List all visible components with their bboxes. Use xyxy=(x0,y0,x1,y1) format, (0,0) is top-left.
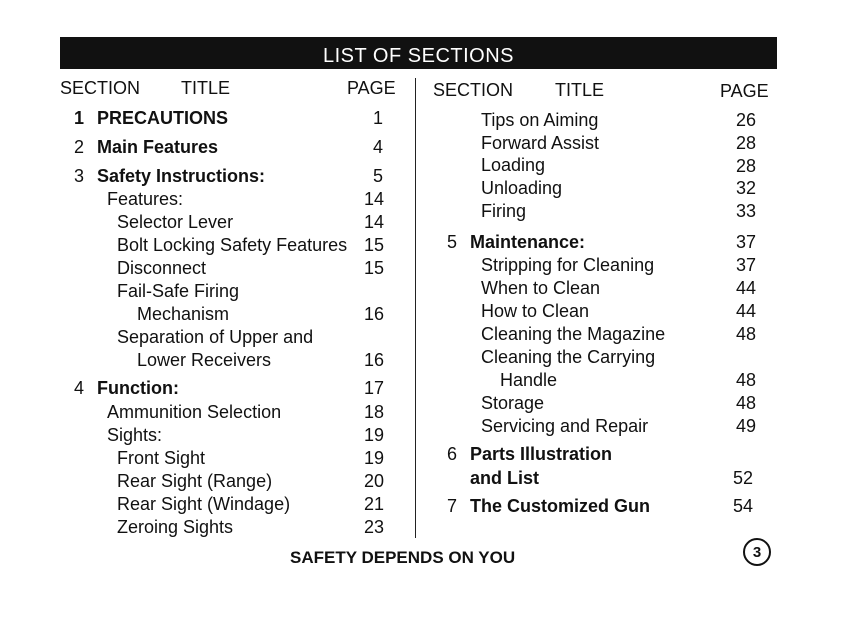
left-entry-page: 21 xyxy=(364,494,385,514)
left-entry-title: Mechanism xyxy=(137,304,230,324)
right-entry-page: 33 xyxy=(736,201,757,221)
left-entry-page: 19 xyxy=(364,425,385,445)
left-entry-page: 16 xyxy=(364,304,385,324)
right-entry-title: The Customized Gun xyxy=(470,496,650,516)
left-entry-title: Features: xyxy=(107,189,184,209)
left-entry-page: 16 xyxy=(364,350,385,370)
left-entry-title: Bolt Locking Safety Features xyxy=(117,235,348,255)
page-number: 3 xyxy=(752,543,762,561)
right-entry-page: 48 xyxy=(736,324,757,344)
banner-title: LIST OF SECTIONS xyxy=(323,44,514,67)
right-entry-page: 49 xyxy=(736,416,757,436)
right-entry-title: Cleaning the Magazine xyxy=(481,324,666,344)
right-entry-num: 5 xyxy=(447,232,458,252)
left-entry-title: Function: xyxy=(97,378,179,398)
left-entry-page: 4 xyxy=(373,137,384,157)
left-entry-title: Zeroing Sights xyxy=(117,517,234,537)
left-entry-title: Safety Instructions: xyxy=(97,166,266,186)
right-entry-title: and List xyxy=(470,468,540,488)
left-entry-title: Rear Sight (Range) xyxy=(117,471,273,491)
right-entry-page: 32 xyxy=(736,178,757,198)
left-page-header: PAGE xyxy=(347,78,396,98)
right-entry-page: 37 xyxy=(736,232,757,252)
right-entry-num: 6 xyxy=(447,444,458,464)
right-entry-page: 48 xyxy=(736,393,757,413)
right-entry-page: 44 xyxy=(736,278,757,298)
left-entry-title: Ammunition Selection xyxy=(107,402,282,422)
left-entry-title: PRECAUTIONS xyxy=(97,108,229,128)
left-title-header: TITLE xyxy=(181,78,231,98)
left-entry-page: 19 xyxy=(364,448,385,468)
right-entry-page: 54 xyxy=(733,496,754,516)
right-entry-title: Loading xyxy=(481,155,546,175)
right-entry-page: 26 xyxy=(736,110,757,130)
left-entry-title: Lower Receivers xyxy=(137,350,272,370)
right-section-header: SECTION xyxy=(433,80,514,100)
left-entry-title: Rear Sight (Windage) xyxy=(117,494,291,514)
right-entry-page: 37 xyxy=(736,255,757,275)
left-entry-page: 14 xyxy=(364,189,385,209)
left-entry-page: 23 xyxy=(364,517,385,537)
left-entry-num: 4 xyxy=(74,378,85,398)
section-list-banner xyxy=(60,37,777,69)
left-entry-num: 1 xyxy=(74,108,85,128)
right-entry-title: Unloading xyxy=(481,178,563,198)
left-section-header: SECTION xyxy=(60,78,141,98)
left-entry-page: 5 xyxy=(373,166,384,186)
page-number-badge xyxy=(743,538,771,566)
left-entry-title: Separation of Upper and xyxy=(117,327,314,347)
right-entry-title: Storage xyxy=(481,393,545,413)
right-entry-title: Servicing and Repair xyxy=(481,416,649,436)
left-entry-title: Sights: xyxy=(107,425,163,445)
right-entry-title: How to Clean xyxy=(481,301,590,321)
left-entry-num: 2 xyxy=(74,137,85,157)
right-page-header: PAGE xyxy=(720,81,769,101)
left-entry-page: 15 xyxy=(364,258,385,278)
left-entry-page: 18 xyxy=(364,402,385,422)
right-entry-title: Tips on Aiming xyxy=(481,110,599,130)
right-entry-page: 52 xyxy=(733,468,754,488)
right-entry-page: 44 xyxy=(736,301,757,321)
left-entry-page: 14 xyxy=(364,212,385,232)
left-entry-title: Disconnect xyxy=(117,258,207,278)
right-entry-title: Forward Assist xyxy=(481,133,600,153)
right-entry-title: Cleaning the Carrying xyxy=(481,347,656,367)
left-entry-page: 17 xyxy=(364,378,385,398)
left-entry-title: Selector Lever xyxy=(117,212,234,232)
column-divider xyxy=(415,78,416,538)
left-entry-title: Front Sight xyxy=(117,448,206,468)
left-entry-page: 20 xyxy=(364,471,385,491)
left-entry-title: Fail-Safe Firing xyxy=(117,281,240,301)
right-entry-title: Handle xyxy=(500,370,558,390)
right-entry-title: Stripping for Cleaning xyxy=(481,255,655,275)
right-entry-title: Firing xyxy=(481,201,527,221)
right-entry-title: Maintenance: xyxy=(470,232,586,252)
right-title-header: TITLE xyxy=(555,80,605,100)
left-entry-title: Main Features xyxy=(97,137,219,157)
safety-footer: SAFETY DEPENDS ON YOU xyxy=(290,548,516,567)
right-entry-page: 28 xyxy=(736,156,757,176)
left-entry-num: 3 xyxy=(74,166,85,186)
left-entry-page: 15 xyxy=(364,235,385,255)
right-entry-num: 7 xyxy=(447,496,458,516)
right-entry-page: 48 xyxy=(736,370,757,390)
right-entry-page: 28 xyxy=(736,133,757,153)
right-entry-title: When to Clean xyxy=(481,278,601,298)
left-entry-page: 1 xyxy=(373,108,384,128)
right-entry-title: Parts Illustration xyxy=(470,444,613,464)
